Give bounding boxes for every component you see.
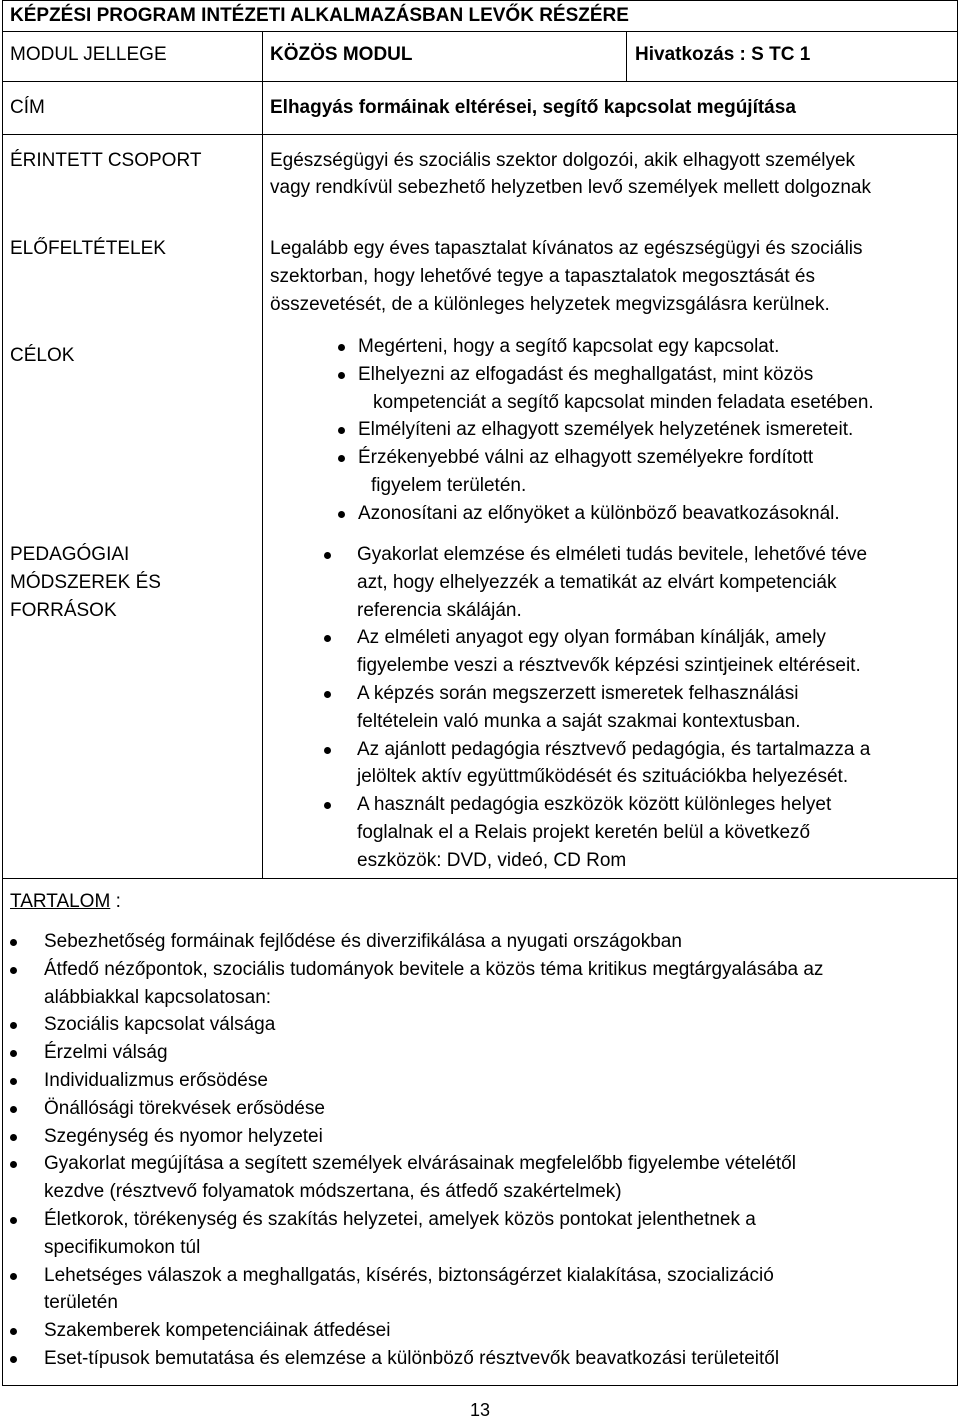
pedagogiai-item-line: Az elméleti anyagot egy olyan formában kínálják, amely (357, 627, 826, 649)
tartalom-item-line: Életkorok, törékenység és szakítás helyzetei, amelyek közös pontokat jelenthetnek a (44, 1208, 756, 1230)
list-item (320, 624, 870, 680)
celok-item-text: Érzékenyebbé válni az elhagyott személyekre fordított (358, 447, 814, 469)
pedagogiai-label (10, 541, 161, 625)
tartalom-item-line: Önállósági törekvések erősödése (44, 1097, 325, 1119)
list-item (320, 680, 870, 736)
tartalom-item-line: Individualizmus erősödése (44, 1069, 268, 1091)
celok-item-continuation: figyelem területén. (371, 474, 527, 496)
pedagogiai-item-line: jelöltek aktív együttműködését és szituációkba helyezését. (357, 766, 849, 788)
list-item (0, 1206, 956, 1262)
erintett-text (270, 147, 871, 201)
module-reference: Hivatkozás : S TC 1 (635, 44, 811, 65)
pedagogiai-item-line: A képzés során megszerzett ismeretek felhasználási (357, 682, 799, 704)
cim-label: CÍM (10, 97, 45, 118)
list-item (0, 1039, 956, 1067)
pedagogiai-item-line: Gyakorlat elemzése és elméleti tudás bevitele, lehetővé téve (357, 544, 868, 565)
celok-label: CÉLOK (10, 345, 75, 366)
tartalom-item-line: Lehetséges válaszok a meghallgatás, kísérés, biztonságérzet kialakítása, szocializáció (44, 1264, 774, 1286)
pedagogiai-item-line: eszközök: DVD, videó, CD Rom (357, 849, 627, 871)
tartalom-label (10, 888, 121, 915)
celok-item-text: Elhelyezni az elfogadást és meghallgatást, mint közös (358, 363, 814, 385)
list-item (0, 1150, 956, 1206)
tartalom-label-suffix: : (110, 891, 121, 912)
list-item (320, 736, 870, 792)
pedagogiai-item-line: referencia skáláján. (357, 599, 522, 621)
tartalom-item-line: Szegénység és nyomor helyzetei (44, 1125, 323, 1147)
pedagogiai-item-line: A használt pedagógia eszközök között különleges helyet (357, 794, 832, 816)
pedagogiai-label-line: MÓDSZEREK ÉS (10, 572, 161, 593)
pedagogiai-label-line: PEDAGÓGIAI (10, 544, 130, 565)
module-type-label: MODUL JELLEGE (10, 44, 167, 65)
erintett-label: ÉRINTETT CSOPORT (10, 150, 202, 171)
rule-after-cim (2, 134, 958, 135)
rule-after-module (2, 81, 958, 82)
tartalom-list (0, 928, 956, 1373)
tartalom-item-line: Érzelmi válság (44, 1042, 168, 1064)
pedagogiai-label-line: FORRÁSOK (10, 600, 117, 621)
pedagogiai-item-line: azt, hogy elhelyezzék a tematikát az elvárt kompetenciák (357, 571, 837, 593)
elofeltetelek-line: szektorban, hogy lehetővé tegye a tapasztalatok megosztását és (270, 266, 815, 287)
list-item (0, 1123, 956, 1151)
tartalom-item-line: specifikumokon túl (44, 1236, 201, 1258)
pedagogiai-item-line: figyelembe veszi a résztvevők képzési szintjeinek eltéréseit. (357, 655, 861, 677)
list-item (320, 541, 870, 624)
cim-value: Elhagyás formáinak eltérései, segítő kapcsolat megújítása (270, 97, 796, 118)
list-item (0, 956, 956, 1012)
pedagogiai-list (320, 541, 870, 875)
list-item (0, 1011, 956, 1039)
tartalom-label-text: TARTALOM (10, 891, 111, 912)
list-item (0, 1317, 956, 1345)
list-item (0, 928, 956, 956)
pedagogiai-item-line: Az ajánlott pedagógia résztvevő pedagógia, és tartalmazza a (357, 738, 871, 760)
tartalom-item-line: területén (44, 1292, 118, 1314)
celok-item-text: Azonosítani az előnyöket a különböző beavatkozásoknál. (358, 502, 840, 524)
tartalom-item-line: Szociális kapcsolat válsága (44, 1014, 276, 1036)
tartalom-item-line: Sebezhetőség formáinak fejlődése és diverzifikálása a nyugati országokban (44, 931, 682, 952)
list-item (320, 791, 870, 874)
list-item (0, 1067, 956, 1095)
tartalom-item-line: alábbiakkal kapcsolatosan: (44, 986, 272, 1008)
erintett-line: Egészségügyi és szociális szektor dolgozói, akik elhagyott személyek (270, 150, 856, 171)
celok-item-continuation: kompetenciát a segítő kapcsolat minden feladata esetében. (373, 391, 874, 413)
celok-list (334, 333, 874, 528)
tartalom-item-line: Eset-típusok bemutatása és elemzése a különböző résztvevők beavatkozási területeitől (44, 1347, 780, 1369)
tartalom-item-line: Gyakorlat megújítása a segített személyek elvárásainak megfelelőbb figyelembe vételétől (44, 1153, 796, 1175)
elofeltetelek-line: Legalább egy éves tapasztalat kívánatos az egészségügyi és szociális (270, 238, 863, 259)
pedagogiai-item-line: foglalnak el a Relais projekt keretén belül a következő (357, 821, 811, 843)
list-item (334, 416, 874, 444)
rule-after-title (2, 31, 958, 32)
erintett-line: vagy rendkívül sebezhető helyzetben levő személyek mellett dolgoznak (270, 177, 871, 198)
elofeltetelek-text (270, 235, 863, 319)
elofeltetelek-line: összevetését, de a különleges helyzetek megvizsgálásra kerülnek. (270, 294, 830, 315)
list-item (0, 1262, 956, 1318)
list-item (334, 500, 874, 528)
celok-item-text: Elmélyíteni az elhagyott személyek helyzetének ismereteit. (358, 419, 854, 441)
list-item (0, 1345, 956, 1373)
rule-after-pedagogiai (2, 878, 958, 879)
pedagogiai-item-line: feltételein való munka a saját szakmai kontextusban. (357, 710, 801, 732)
tartalom-item-line: Szakemberek kompetenciáinak átfedései (44, 1320, 391, 1342)
tartalom-item-line: kezdve (résztvevő folyamatok módszertana, és átfedő szakértelmek) (44, 1181, 622, 1203)
module-type-value: KÖZÖS MODUL (270, 44, 413, 65)
list-item (0, 1095, 956, 1123)
page-number: 13 (469, 1400, 491, 1420)
celok-item-text: Megérteni, hogy a segítő kapcsolat egy kapcsolat. (358, 336, 780, 357)
tartalom-item-line: Átfedő nézőpontok, szociális tudományok bevitele a közös téma kritikus megtárgyalásába az (44, 958, 824, 980)
list-item (334, 444, 874, 500)
list-item (334, 361, 874, 417)
elofeltetelek-label: ELŐFELTÉTELEK (10, 238, 166, 259)
module-ref-divider (626, 31, 627, 81)
document-title: KÉPZÉSI PROGRAM INTÉZETI ALKALMAZÁSBAN LEVŐK RÉSZÉRE (10, 5, 629, 26)
list-item (334, 333, 874, 361)
column-divider (262, 31, 263, 878)
